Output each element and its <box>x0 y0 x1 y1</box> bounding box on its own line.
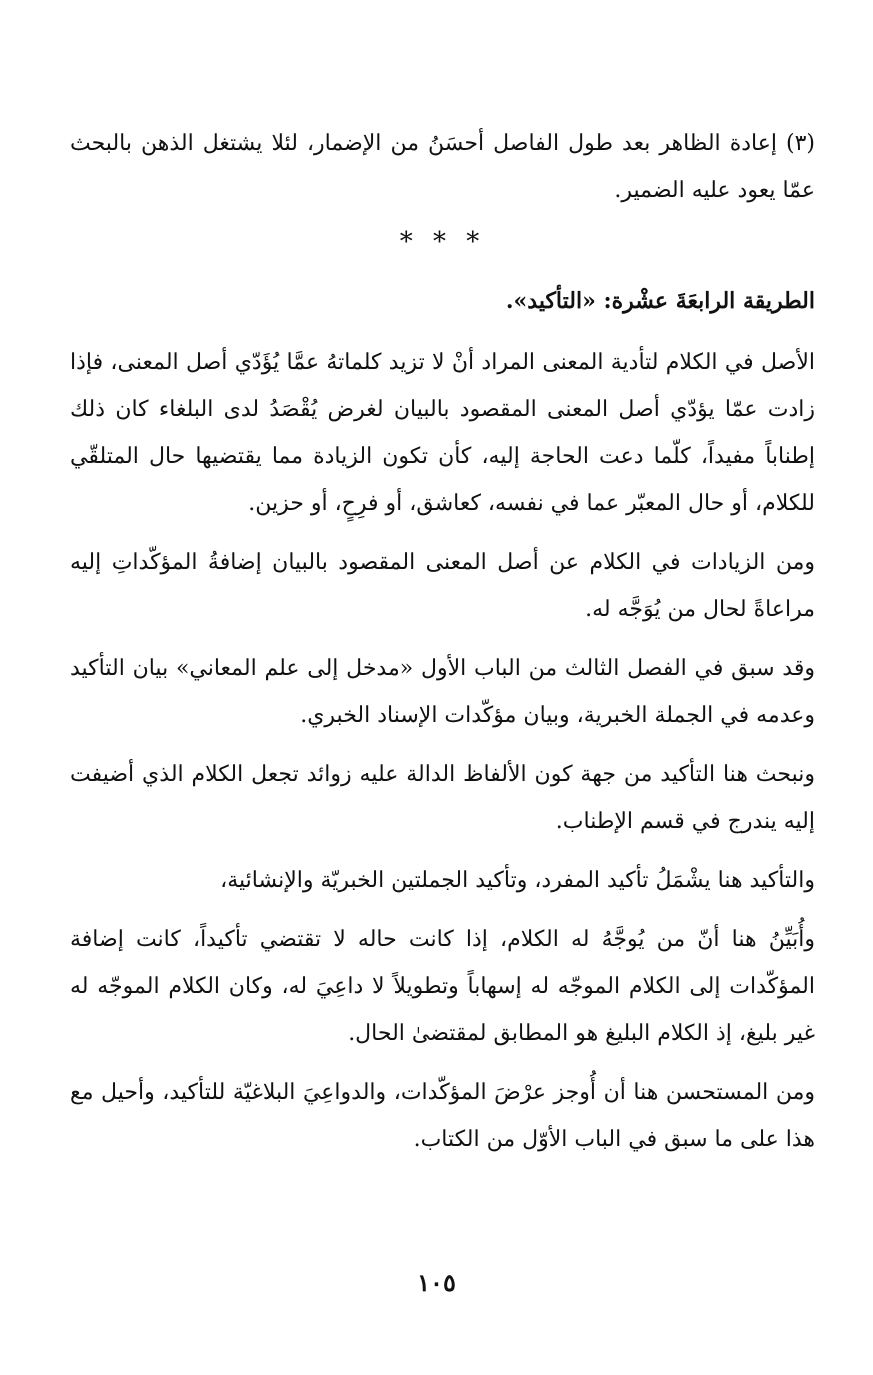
body-paragraph: ومن الزيادات في الكلام عن أصل المعنى المقصود بالبيان إضافةُ المؤكّداتِ إليه مراعاةً لحال من يُوَجَّه له. <box>70 550 815 622</box>
section-separator: * * * <box>399 227 486 257</box>
section-heading: الطريقة الرابعَةَ عشْرة: «التأكيد». <box>505 288 815 314</box>
body-paragraph: ونبحث هنا التأكيد من جهة كون الألفاظ الدالة عليه زوائد تجعل الكلام الذي أضيفت إليه يندرج في قسم الإطناب. <box>70 762 815 834</box>
body-paragraph: وقد سبق في الفصل الثالث من الباب الأول «مدخل إلى علم المعاني» بيان التأكيد وعدمه في الجملة الخبرية، وبيان مؤكّدات الإسناد الخبري. <box>70 656 815 728</box>
footnote-paragraph: (٣) إعادة الظاهر بعد طول الفاصل أحسَنُ من الإضمار، لئلا يشتغل الذهن بالبحث عمّا يعود عليه الضمير. <box>70 131 815 203</box>
body-paragraph: والتأكيد هنا يشْمَلُ تأكيد المفرد، وتأكيد الجملتين الخبريّة والإنشائية، <box>220 868 815 893</box>
body-paragraph: الأصل في الكلام لتأدية المعنى المراد أنْ لا تزيد كلماتهُ عمَّا يُؤَدّي أصل المعنى، فإذا زادت عمّا يؤدّي أصل المعنى المقصود بالبيان لغرض يُقْصَدُ لدى البلغاء كان ذلك إطناباً مفيداً، كلّما دعت الحاجة إليه، كأن تكون الزيادة مما يقتضيها حال المتلقّي للكلام، أو حال المعبّر عما في نفسه، كعاشق، أو فرِحٍ، أو حزين. <box>70 350 815 516</box>
page-body <box>70 120 815 1163</box>
body-paragraph: وأُبَيِّنُ هنا أنّ من يُوجَّهُ له الكلام، إذا كانت حاله لا تقتضي تأكيداً، كانت إضافة المؤكّدات إلى الكلام الموجّه له إسهاباً وتطويلاً لا داعِيَ له، وكان الكلام الموجّه له غير بليغ، إذ الكلام البليغ هو المطابق لمقتضىٰ الحال. <box>70 927 815 1046</box>
body-paragraph: ومن المستحسن هنا أن أُوجز عرْضَ المؤكّدات، والدواعِيَ البلاغيّة للتأكيد، وأحيل مع هذا على ما سبق في الباب الأوّل من الكتاب. <box>70 1080 815 1152</box>
page-number: ١٠٥ <box>417 1268 456 1297</box>
